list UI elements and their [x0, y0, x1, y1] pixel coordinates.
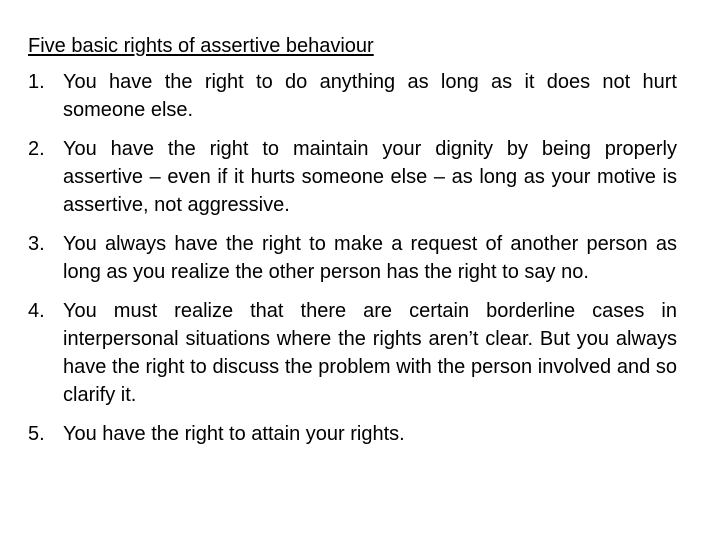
- item-text: You have the right to do anything as long as it does not hurt someone else.: [63, 71, 677, 121]
- item-text: You have the right to maintain your dignity by being properly assertive – even if it hurts someone else – as long as your motive is assertive, not aggressive.: [63, 138, 677, 216]
- item-number: 1.: [28, 71, 45, 93]
- item-number: 3.: [28, 233, 45, 255]
- item-text: You have the right to attain your rights.: [63, 423, 405, 445]
- item-text: You always have the right to make a request of another person as long as you realize the other person has the right to say no.: [63, 233, 677, 283]
- list-item: [28, 230, 677, 286]
- list-item: [28, 135, 677, 219]
- item-number: 2.: [28, 138, 45, 160]
- item-number: 5.: [28, 423, 45, 445]
- document-heading: Five basic rights of assertive behaviour: [28, 35, 374, 57]
- item-text: You must realize that there are certain borderline cases in interpersonal situations where the rights aren’t clear. But you always have the right to discuss the problem with the person involved and so clarify it.: [63, 300, 677, 406]
- list-item: [28, 420, 677, 448]
- rights-list: [28, 68, 677, 459]
- list-item: [28, 68, 677, 124]
- item-number: 4.: [28, 300, 45, 322]
- list-item: [28, 297, 677, 409]
